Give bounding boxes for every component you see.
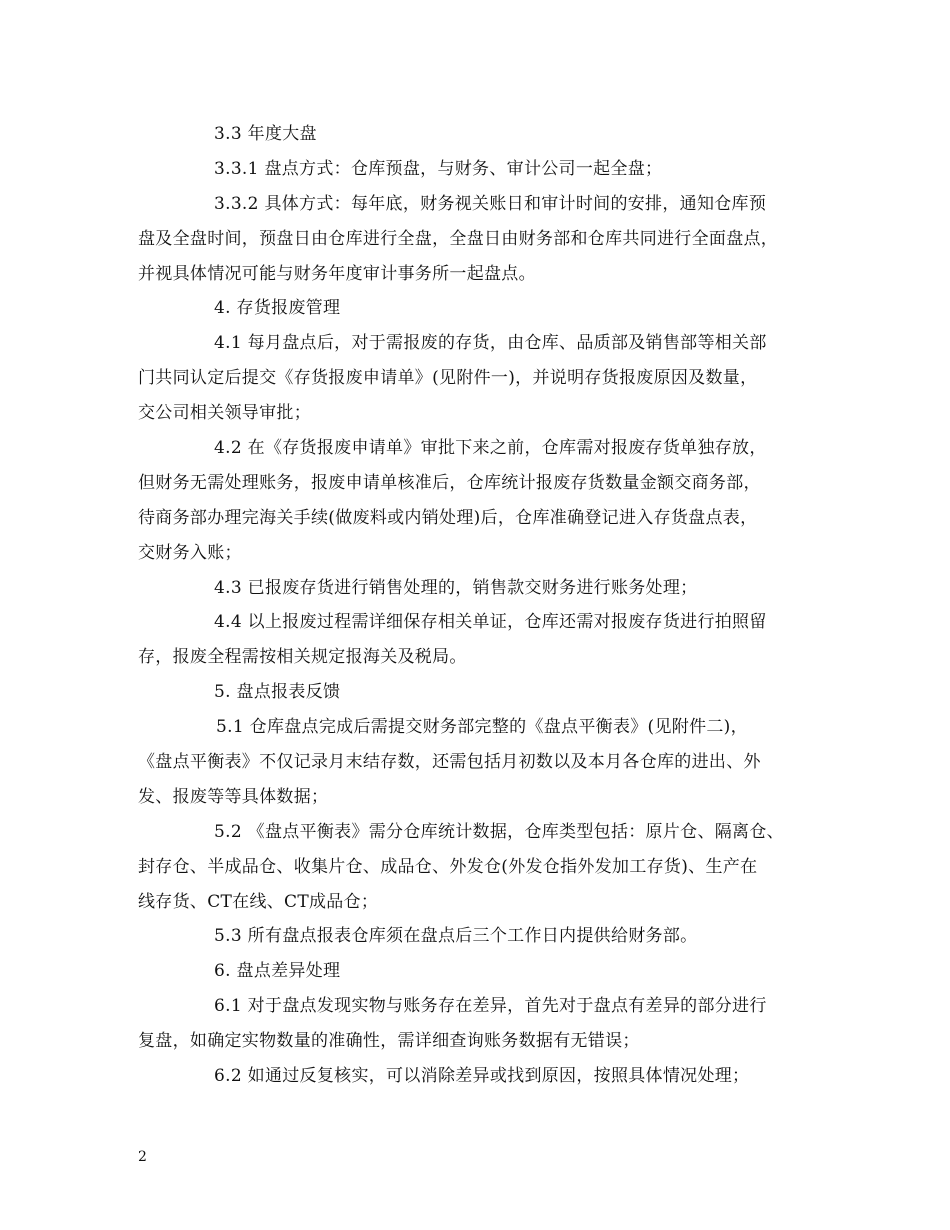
paragraph-line: 封存仓、半成品仓、收集片仓、成品仓、外发仓(外发仓指外发加工存货)、生产在	[138, 856, 758, 877]
paragraph-line: 线存货、CT在线、CT成品仓；	[138, 891, 379, 912]
paragraph-line: 存，报废全程需按相关规定报海关及税局。	[138, 647, 467, 668]
paragraph-line: 待商务部办理完海关手续(做废料或内销处理)后，仓库准确登记进入存货盘点表，	[138, 507, 758, 528]
paragraph-line: 6.1 对于盘点发现实物与账务存在差异，首先对于盘点有差异的部分进行	[214, 996, 767, 1017]
paragraph-line: 门共同认定后提交《存货报废申请单》(见附件一)，并说明存货报废原因及数量，	[138, 368, 758, 389]
paragraph-line: 交公司相关领导审批；	[138, 403, 311, 424]
paragraph-line: 盘及全盘时间，预盘日由仓库进行全盘，全盘日由财务部和仓库共同进行全面盘点，	[138, 228, 779, 249]
paragraph-line: 《盘点平衡表》不仅记录月末结存数，还需包括月初数以及本月各仓库的进出、外	[138, 752, 761, 773]
paragraph-line: 3.3.1 盘点方式：仓库预盘，与财务、审计公司一起全盘；	[214, 158, 663, 179]
paragraph-line: 发、报废等等具体数据；	[138, 786, 329, 807]
section-heading-4: 4. 存货报废管理	[214, 298, 341, 319]
document-body	[138, 117, 818, 1094]
paragraph-line: 4.3 已报废存货进行销售处理的，销售款交财务进行账务处理；	[214, 577, 698, 598]
section-heading-5: 5. 盘点报表反馈	[214, 682, 341, 703]
paragraph-line: 6.2 如通过反复核实，可以消除差异或找到原因，按照具体情况处理；	[214, 1066, 750, 1087]
paragraph-line: 但财务无需处理账务，报废申请单核准后，仓库统计报废存货数量金额交商务部，	[138, 472, 761, 493]
paragraph-line: 交财务入账；	[138, 542, 242, 563]
section-heading-6: 6. 盘点差异处理	[214, 961, 341, 982]
paragraph-line: 5.3 所有盘点报表仓库须在盘点后三个工作日内提供给财务部。	[214, 926, 698, 947]
section-heading-3-3: 3.3 年度大盘	[214, 124, 317, 144]
paragraph-line: 并视具体情况可能与财务年度审计事务所一起盘点。	[138, 263, 536, 284]
paragraph-line: 3.3.2 具体方式：每年底，财务视关账日和审计时间的安排，通知仓库预	[214, 193, 767, 214]
paragraph-line: 5.1 仓库盘点完成后需提交财务部完整的《盘点平衡表》(见附件二)，	[216, 717, 748, 738]
paragraph-line: 5.2 《盘点平衡表》需分仓库统计数据，仓库类型包括：原片仓、隔离仓、	[214, 821, 784, 842]
paragraph-line: 复盘，如确定实物数量的准确性，需详细查询账务数据有无错误；	[138, 1031, 640, 1052]
page-number: 2	[138, 1149, 147, 1165]
paragraph-line: 4.4 以上报废过程需详细保存相关单证，仓库还需对报废存货进行拍照留	[214, 612, 767, 633]
paragraph-line: 4.1 每月盘点后，对于需报废的存货，由仓库、品质部及销售部等相关部	[214, 333, 767, 354]
paragraph-line: 4.2 在《存货报废申请单》审批下来之前，仓库需对报废存货单独存放，	[214, 438, 767, 459]
